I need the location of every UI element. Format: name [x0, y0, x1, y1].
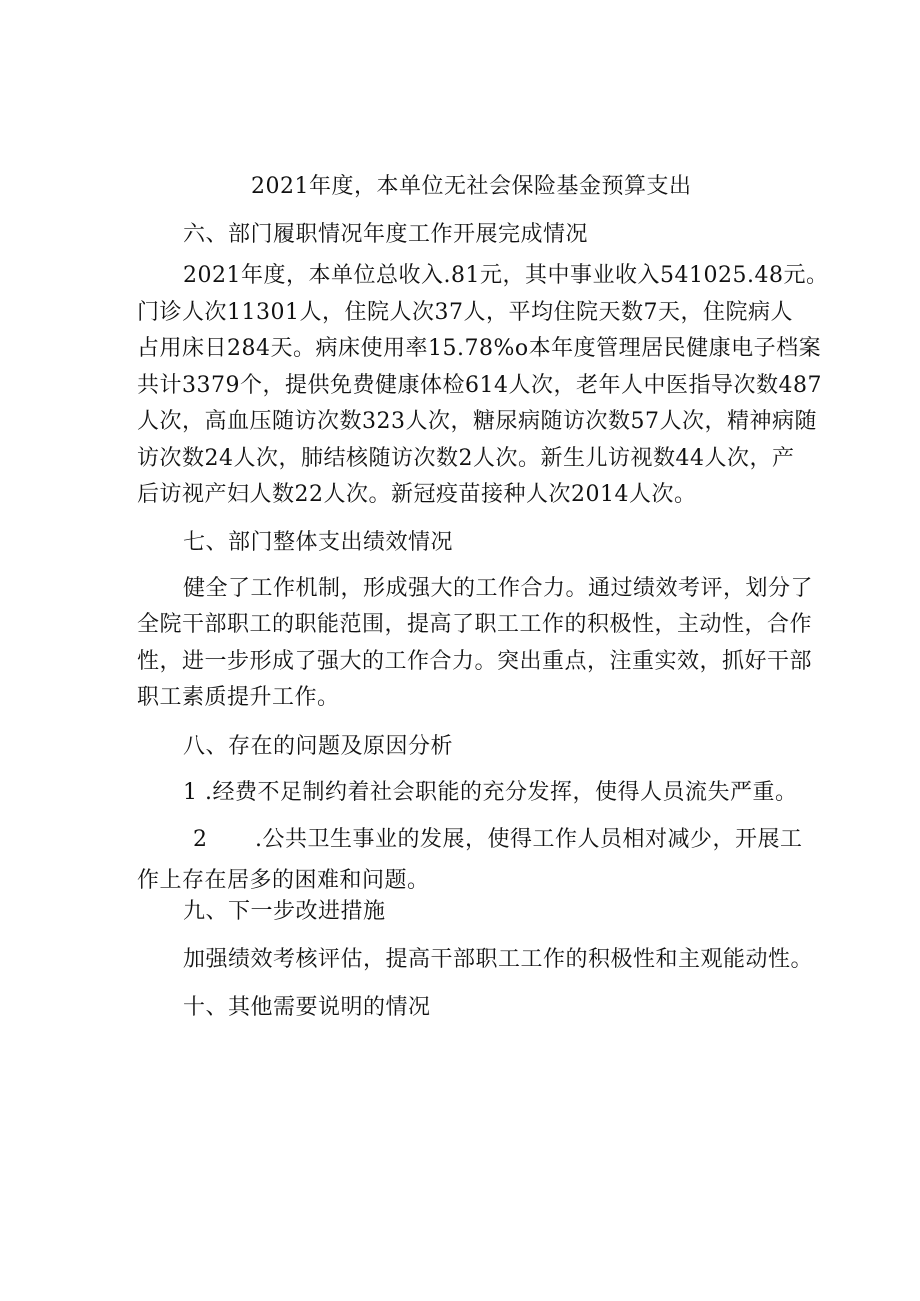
budget-statement: 2021年度，本单位无社会保险基金预算支出 — [251, 174, 692, 199]
section10-heading: 十、其他需要说明的情况 — [183, 995, 431, 1020]
section7-paragraph-line: 全院干部职工的职能范围，提高了职工工作的积极性，主动性，合作 — [137, 612, 813, 637]
section6-paragraph-line: 门诊人次11301人，住院人次37人，平均住院天数7天，住院病人 — [137, 300, 793, 325]
section8-item-1: 1 .经费不足制约着社会职能的充分发挥，使得人员流失严重。 — [183, 780, 798, 805]
section7-paragraph-line: 性，进一步形成了强大的工作合力。突出重点，注重实效，抓好干部 — [137, 649, 813, 674]
section8-item-2-text: .公共卫生事业的发展，使得工作人员相对减少，开展工 — [255, 827, 803, 852]
section6-paragraph-line: 访次数24人次，肺结核随访次数2人次。新生儿访视数44人次，产 — [137, 446, 795, 471]
section6-paragraph-line: 人次，高血压随访次数323人次，糖尿病随访次数57人次，精神病随 — [137, 409, 817, 434]
section6-paragraph-line: 占用床日284天。病床使用率15.78%o本年度管理居民健康电子档案 — [137, 336, 822, 361]
section6-paragraph-line: 共计3379个，提供免费健康体检614人次，老年人中医指导次数487 — [137, 373, 822, 398]
section9-paragraph: 加强绩效考核评估，提高干部职工工作的积极性和主观能动性。 — [183, 947, 814, 972]
section7-paragraph-line: 健全了工作机制，形成强大的工作合力。通过绩效考评，划分了 — [183, 576, 814, 601]
section7-heading: 七、部门整体支出绩效情况 — [183, 530, 454, 555]
section8-heading: 八、存在的问题及原因分析 — [183, 734, 454, 759]
section6-heading: 六、部门履职情况年度工作开展完成情况 — [183, 222, 589, 247]
section6-paragraph-line: 后访视产妇人数22人次。新冠疫苗接种人次2014人次。 — [137, 482, 697, 507]
section8-item-2-continuation: 作上存在居多的困难和问题。 — [137, 868, 430, 893]
section9-heading: 九、下一步改进措施 — [183, 899, 386, 924]
section7-paragraph-line: 职工素质提升工作。 — [137, 685, 340, 710]
section6-paragraph-line: 2021年度，本单位总收入.81元，其中事业收入541025.48元。 — [183, 263, 829, 288]
section8-item-2-number: 2 — [193, 827, 207, 852]
